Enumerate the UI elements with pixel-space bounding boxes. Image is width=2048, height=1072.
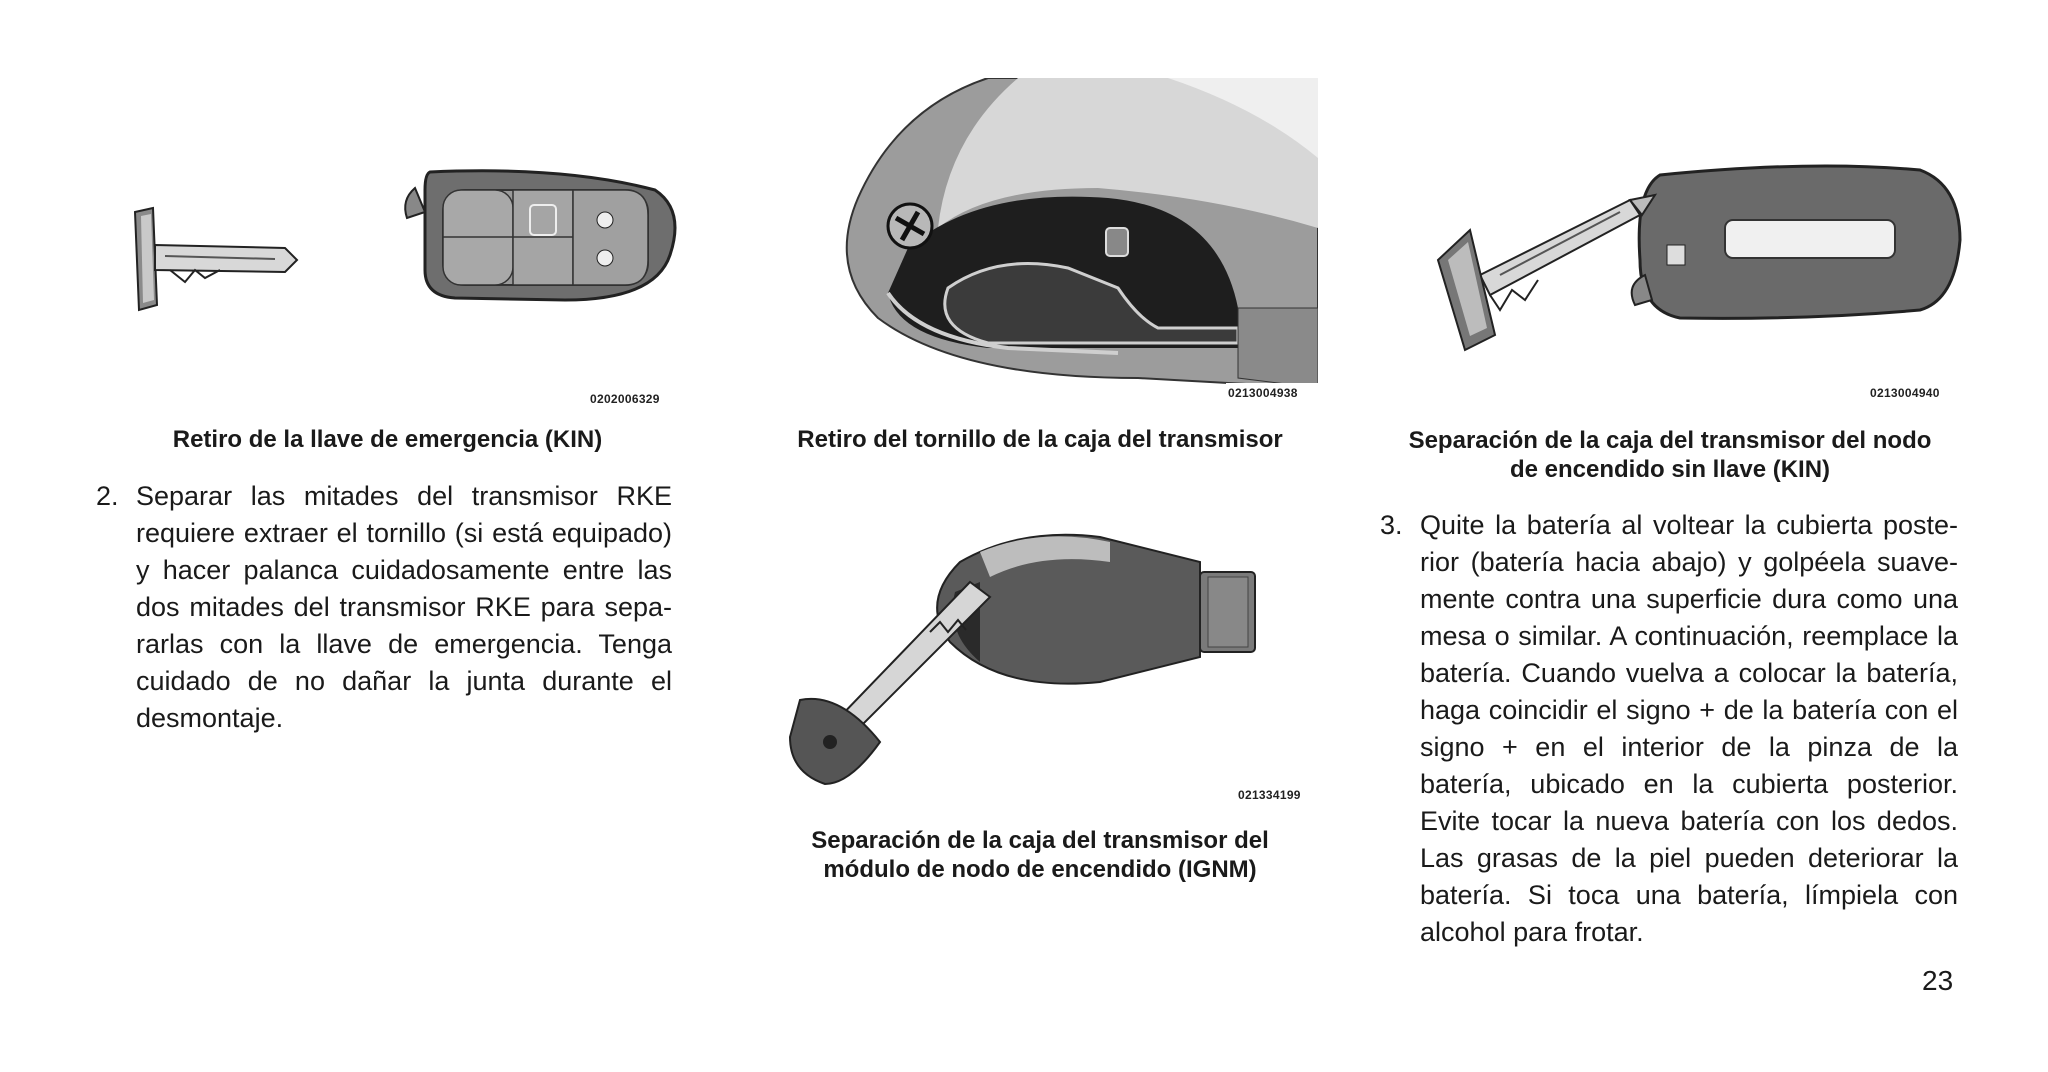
caption-line: módulo de nodo de encendido (IGNM) — [823, 856, 1257, 883]
step-line: Separar las mitades del transmisor RKE — [136, 481, 672, 511]
figure-caption — [755, 826, 1325, 884]
step-line: haga coincidir el signo + de la batería con el — [1420, 695, 1958, 725]
step-line: mesa o similar. A continuación, reemplace la — [1420, 621, 1958, 651]
figure-code: 0202006329 — [590, 392, 660, 406]
instruction-step-3 — [1380, 507, 1960, 957]
step-line: Evite tocar la nueva batería con los dedos. — [1420, 806, 1958, 836]
figure-emergency-key-removal — [125, 160, 685, 406]
step-number: 2. — [96, 481, 119, 511]
figure-code: 021334199 — [1238, 788, 1301, 802]
step-line: mente contra una superficie dura como una — [1420, 584, 1958, 614]
step-line: rarlas con la llave de emergencia. Tenga — [136, 629, 672, 659]
kin-fob-illustration — [1430, 160, 1970, 400]
step-line: requiere extraer el tornillo (si está equipado) — [136, 518, 672, 548]
ignm-fob-illustration — [780, 522, 1320, 804]
step-line: signo + en el interior de la pinza de la — [1420, 732, 1958, 762]
caption-line: de encendido sin llave (KIN) — [1509, 456, 1831, 483]
key-fob-illustration — [125, 160, 685, 320]
caption-line: Separación de la caja del transmisor del — [811, 827, 1269, 854]
step-line: batería. Si toca una batería, límpiela con — [1420, 880, 1958, 910]
step-line: cuidado de no dañar la junta durante el — [136, 666, 672, 696]
step-line: y hacer palanca cuidadosamente entre las — [136, 555, 672, 585]
figure-screw-removal — [838, 78, 1318, 406]
caption-line: Separación de la caja del transmisor del nodo — [1408, 427, 1932, 454]
step-line: Quite la batería al voltear la cubierta poste- — [1420, 510, 1958, 540]
step-line: alcohol para frotar. — [1420, 917, 1644, 947]
step-line: batería, ubicado en la cubierta posterior. — [1420, 769, 1958, 799]
screw-closeup-illustration — [838, 78, 1318, 406]
figure-ignm-separation — [780, 522, 1320, 804]
step-line: dos mitades del transmisor RKE para sepa- — [136, 592, 672, 622]
figure-caption: Retiro del tornillo de la caja del transmisor — [797, 426, 1283, 453]
step-text — [136, 478, 672, 737]
figure-caption: Retiro de la llave de emergencia (KIN) — [172, 426, 603, 453]
step-line: rior (batería hacia abajo) y golpéela suave- — [1420, 547, 1958, 577]
step-number: 3. — [1380, 510, 1403, 540]
instruction-step-2 — [96, 478, 676, 748]
step-line: batería. Cuando vuelva a colocar la batería, — [1420, 658, 1958, 688]
figure-code: 0213004938 — [1228, 386, 1298, 400]
step-line: Las grasas de la piel pueden deteriorar la — [1420, 843, 1958, 873]
step-text — [1420, 507, 1958, 951]
figure-kin-separation — [1430, 160, 1970, 400]
figure-caption — [1380, 426, 1960, 484]
step-line: desmontaje. — [136, 703, 284, 733]
page-number: 23 — [1922, 965, 1954, 996]
figure-code: 0213004940 — [1870, 386, 1940, 400]
